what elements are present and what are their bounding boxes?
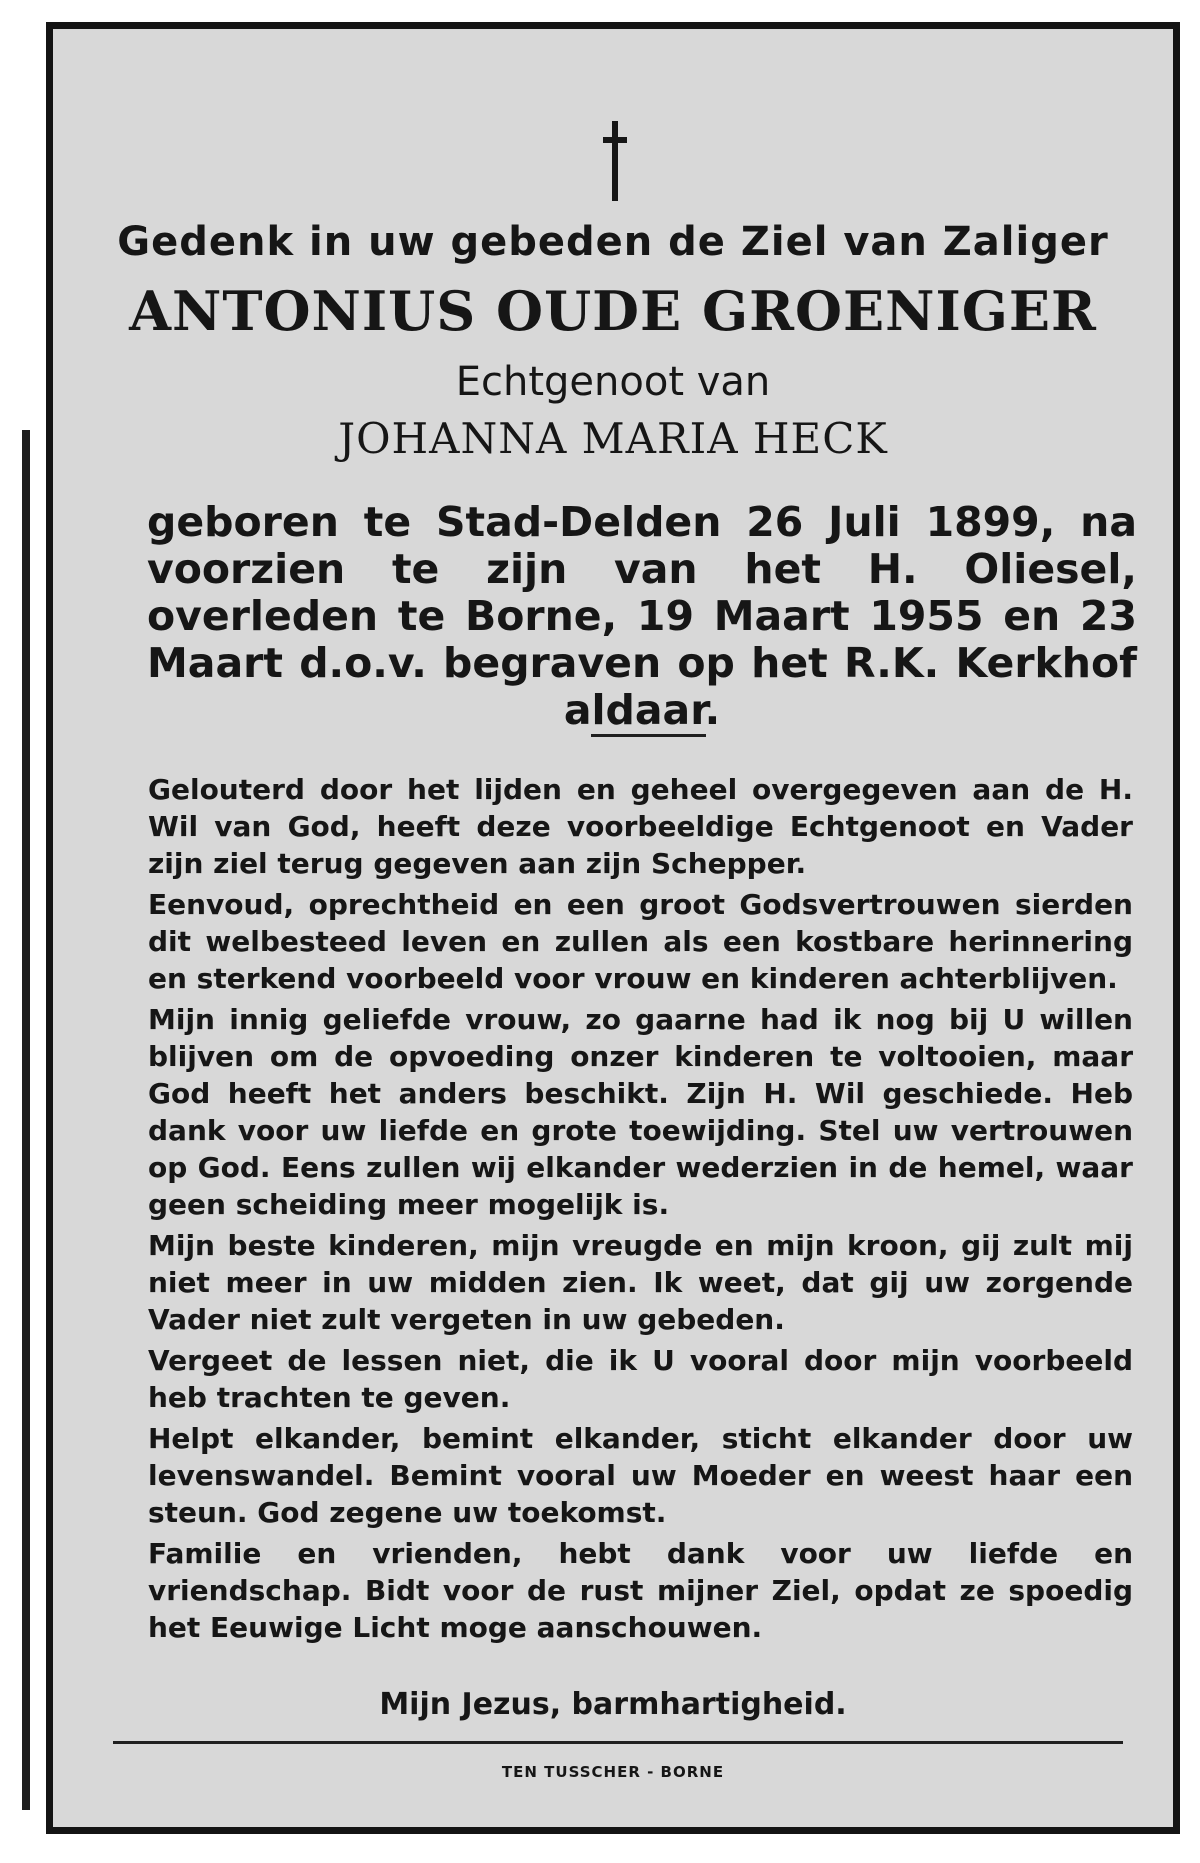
printer-imprint: TEN TUSSCHER - BORNE bbox=[501, 1763, 725, 1781]
paragraph: Helpt elkander, bemint elkander, sticht elkander door uw levenswandel. Bemint vooral uw Moeder en weest haar een steun. God zegene uw toekomst. bbox=[148, 1422, 1133, 1529]
divider-short bbox=[591, 734, 706, 737]
testament-body bbox=[148, 771, 1133, 1646]
paragraph: Eenvoud, oprechtheid en een groot Godsvertrouwen sierden dit welbesteed leven en zullen als een kostbare herinnering en sterkend voorbeeld voor vrouw en kinderen achterblijven. bbox=[148, 888, 1133, 995]
paragraph: Familie en vrienden, hebt dank voor uw liefde en vriendschap. Bidt voor de rust mijner Ziel, opdat ze spoedig het Eeuwige Licht moge aanschouwen. bbox=[148, 1537, 1133, 1644]
spouse-label: Echtgenoot van bbox=[455, 359, 771, 405]
bottom-rule bbox=[113, 1741, 1123, 1744]
intro-line: Gedenk in uw gebeden de Ziel van Zaliger bbox=[117, 219, 1109, 265]
paragraph: Mijn innig geliefde vrouw, zo gaarne had ik nog bij U willen blijven om de opvoeding onzer kinderen te voltooien, maar God heeft het anders beschikt. Zijn H. Wil geschiede. Heb dank voor uw liefde en grote toewijding. Stel uw vertrouwen op God. Eens zullen wij elkander wederzien in de hemel, waar geen scheiding meer mogelijk is. bbox=[148, 1003, 1133, 1221]
scan-edge-shadow bbox=[22, 430, 30, 1810]
closing-prayer: Mijn Jezus, barmhartigheid. bbox=[379, 1687, 847, 1722]
paragraph: Vergeet de lessen niet, die ik U vooral door mijn voorbeeld heb trachten te geven. bbox=[148, 1344, 1133, 1414]
paragraph: Mijn beste kinderen, mijn vreugde en mijn kroon, gij zult mij niet meer in uw midden zien. Ik weet, dat gij uw zorgende Vader niet zult vergeten in uw gebeden. bbox=[148, 1229, 1133, 1336]
biography-text: geboren te Stad-Delden 26 Juli 1899, na voorzien te zijn van het H. Oliesel, overleden te Borne, 19 Maart 1955 en 23 Maart d.o.v. begraven op het R.K. Kerkhof aldaar. bbox=[147, 498, 1137, 734]
spouse-name: JOHANNA MARIA HECK bbox=[338, 414, 888, 463]
deceased-name: ANTONIUS OUDE GROENIGER bbox=[129, 279, 1097, 343]
cross-icon bbox=[603, 121, 627, 201]
memorial-card bbox=[46, 22, 1180, 1834]
paragraph: Gelouterd door het lijden en geheel overgegeven aan de H. Wil van God, heeft deze voorbeeldige Echtgenoot en Vader zijn ziel terug gegeven aan zijn Schepper. bbox=[148, 773, 1133, 880]
